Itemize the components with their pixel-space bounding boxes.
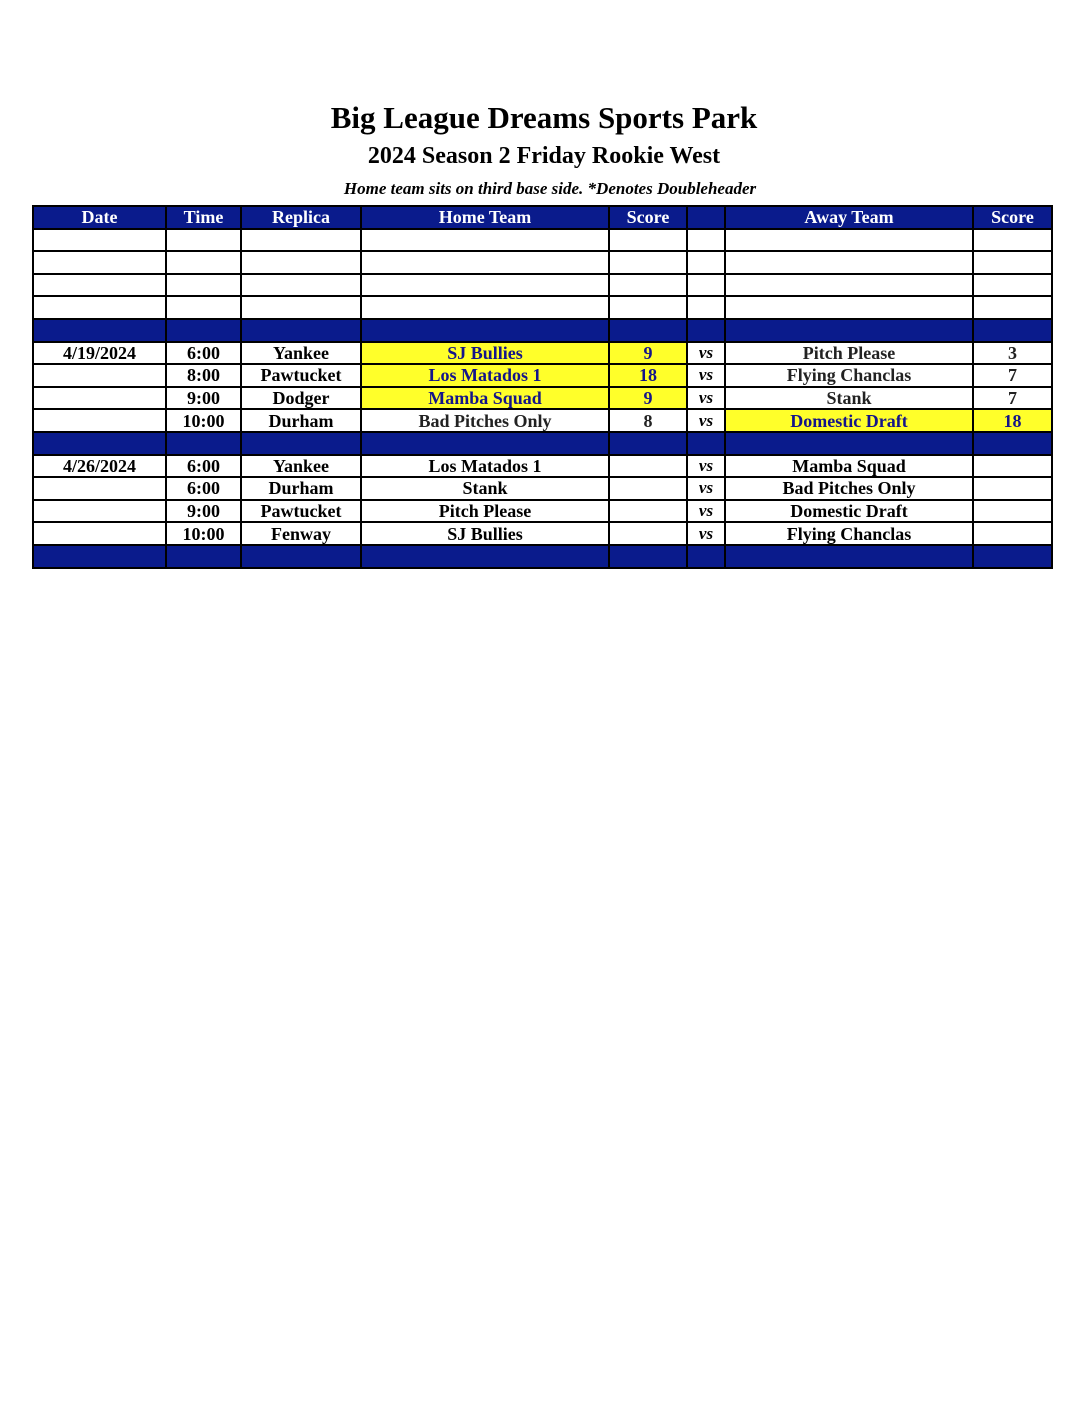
home-score <box>609 522 687 545</box>
game-field: Yankee <box>241 455 361 478</box>
column-header-replica: Replica <box>241 206 361 229</box>
game-row <box>33 364 1052 387</box>
game-time: 8:00 <box>166 364 241 387</box>
separator-row <box>33 319 1052 342</box>
game-date <box>33 477 166 500</box>
vs-label: vs <box>687 342 725 365</box>
home-team: SJ Bullies <box>361 522 609 545</box>
game-date <box>33 364 166 387</box>
home-score <box>609 500 687 523</box>
header-row <box>33 206 1052 229</box>
game-field: Dodger <box>241 387 361 410</box>
away-team: Flying Chanclas <box>725 364 973 387</box>
away-score: 7 <box>973 387 1052 410</box>
game-date <box>33 500 166 523</box>
vs-label: vs <box>687 409 725 432</box>
home-team: SJ Bullies <box>361 342 609 365</box>
game-row <box>33 409 1052 432</box>
schedule-table <box>32 205 1053 569</box>
game-time: 6:00 <box>166 477 241 500</box>
home-score: 18 <box>609 364 687 387</box>
away-score <box>973 477 1052 500</box>
game-time: 9:00 <box>166 500 241 523</box>
column-header-date: Date <box>33 206 166 229</box>
away-score: 7 <box>973 364 1052 387</box>
away-score: 3 <box>973 342 1052 365</box>
game-row <box>33 387 1052 410</box>
game-field: Pawtucket <box>241 500 361 523</box>
game-row <box>33 342 1052 365</box>
separator-row <box>33 432 1052 455</box>
away-score <box>973 500 1052 523</box>
game-date <box>33 387 166 410</box>
column-header-away-score: Score <box>973 206 1052 229</box>
game-date <box>33 409 166 432</box>
column-header-vs <box>687 206 725 229</box>
game-time: 10:00 <box>166 522 241 545</box>
home-score: 8 <box>609 409 687 432</box>
game-date <box>33 522 166 545</box>
empty-row <box>33 296 1052 319</box>
column-header-home-team: Home Team <box>361 206 609 229</box>
vs-label: vs <box>687 500 725 523</box>
game-time: 6:00 <box>166 455 241 478</box>
game-field: Yankee <box>241 342 361 365</box>
home-score: 9 <box>609 387 687 410</box>
game-date: 4/19/2024 <box>33 342 166 365</box>
game-field: Durham <box>241 477 361 500</box>
page-subtitle: 2024 Season 2 Friday Rookie West <box>367 143 721 169</box>
home-team: Stank <box>361 477 609 500</box>
game-row <box>33 455 1052 478</box>
page-title: Big League Dreams Sports Park <box>330 100 758 135</box>
game-row <box>33 477 1052 500</box>
away-score <box>973 455 1052 478</box>
home-team: Pitch Please <box>361 500 609 523</box>
schedule-note: Home team sits on third base side. *Denotes Doubleheader <box>343 179 757 198</box>
empty-row <box>33 274 1052 297</box>
column-header-home-score: Score <box>609 206 687 229</box>
home-team: Bad Pitches Only <box>361 409 609 432</box>
vs-label: vs <box>687 477 725 500</box>
home-score <box>609 477 687 500</box>
home-team: Mamba Squad <box>361 387 609 410</box>
column-header-time: Time <box>166 206 241 229</box>
game-time: 9:00 <box>166 387 241 410</box>
vs-label: vs <box>687 364 725 387</box>
home-score: 9 <box>609 342 687 365</box>
game-time: 10:00 <box>166 409 241 432</box>
home-team: Los Matados 1 <box>361 455 609 478</box>
away-team: Domestic Draft <box>725 500 973 523</box>
away-score <box>973 522 1052 545</box>
game-field: Durham <box>241 409 361 432</box>
game-row <box>33 500 1052 523</box>
game-row <box>33 522 1052 545</box>
vs-label: vs <box>687 387 725 410</box>
empty-row <box>33 229 1052 252</box>
game-time: 6:00 <box>166 342 241 365</box>
column-header-away-team: Away Team <box>725 206 973 229</box>
game-date: 4/26/2024 <box>33 455 166 478</box>
away-team: Domestic Draft <box>725 409 973 432</box>
separator-row <box>33 545 1052 568</box>
away-team: Pitch Please <box>725 342 973 365</box>
vs-label: vs <box>687 522 725 545</box>
vs-label: vs <box>687 455 725 478</box>
game-field: Pawtucket <box>241 364 361 387</box>
away-score: 18 <box>973 409 1052 432</box>
home-score <box>609 455 687 478</box>
away-team: Flying Chanclas <box>725 522 973 545</box>
away-team: Bad Pitches Only <box>725 477 973 500</box>
away-team: Stank <box>725 387 973 410</box>
home-team: Los Matados 1 <box>361 364 609 387</box>
empty-row <box>33 251 1052 274</box>
away-team: Mamba Squad <box>725 455 973 478</box>
game-field: Fenway <box>241 522 361 545</box>
